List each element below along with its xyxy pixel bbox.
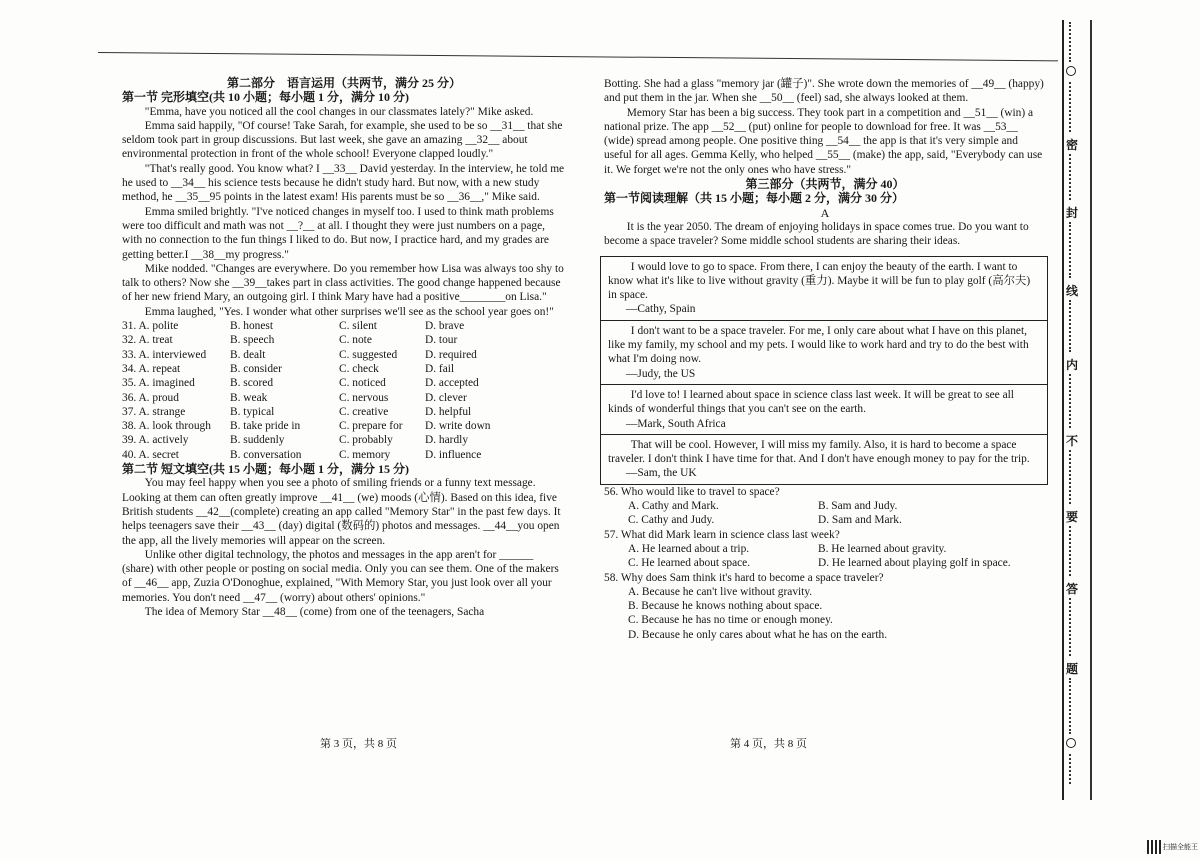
option-row: 31. A. polite B. honest C. silent D. brave: [122, 320, 465, 333]
binding-line: [1090, 20, 1092, 800]
dotted-line: [1069, 22, 1073, 62]
option-row: 37. A. strange B. typical C. creative D. helpful: [122, 405, 472, 418]
answer-option: A. Because he can't live without gravity.: [628, 585, 813, 598]
page-number-right: 第 4 页，共 8 页: [730, 738, 807, 750]
cloze-paragraph: Emma said happily, "Of course! Take Sarah, for example, she used to be so __31__ that she seldom took part in group discussions. But last week, she gave an amazing __32__ about environmental protection in front of the whole school! Everyone clapped loudly.": [122, 119, 563, 161]
opinion-box: [600, 435, 1048, 485]
seal-char: 不: [1066, 434, 1079, 448]
cloze-paragraph: Emma smiled brightly. "I've noticed changes in myself too. I used to think math problems were too difficult and math was not __?__ at all. I thought they were just numbers on a page, with no connection to the fun things I liked to do. But now, I practice hard, and my grades are getting better.I __38__my progress.": [122, 205, 554, 261]
binding-hole-icon: [1066, 66, 1076, 76]
fill-blank-paragraph: The idea of Memory Star __48__ (come) from one of the teenagers, Sacha: [144, 605, 485, 618]
answer-option: B. Because he knows nothing about space.: [628, 600, 823, 613]
answer-option: A. He learned about a trip.: [628, 542, 750, 555]
question-stem: 58. Why does Sam think it's hard to become a space traveler?: [604, 571, 884, 584]
cloze-paragraph: Mike nodded. "Changes are everywhere. Do you remember how Lisa was always too shy to talk to others? Now she __39__takes part in class activities. The good change happened because of her new friend Mary, an outgoing girl. I think Mary have had a positive________on Lisa.": [122, 262, 564, 304]
cloze-paragraph: "That's really good. You know what? I __33__ David yesterday. In the interview, he told me he used to __34__ his science tests because he didn't study hard. But now, with a new study method, he __35__95 points in the latest exam! His parents must be so __36__," Mike said.: [122, 162, 565, 204]
dotted-line: [1069, 598, 1073, 656]
dotted-line: [1069, 300, 1073, 352]
opinion-author: —Cathy, Spain: [626, 303, 696, 316]
dotted-line: [1069, 678, 1073, 734]
cloze-paragraph: "Emma, have you noticed all the cool changes in our classmates lately?" Mike asked.: [144, 105, 534, 118]
binding-line: [1062, 20, 1064, 800]
option-row: 39. A. actively B. suddenly C. probably D. hardly: [122, 434, 469, 447]
scanner-watermark: 扫描全能王: [1163, 843, 1198, 851]
answer-option: B. Sam and Judy.: [818, 500, 898, 513]
answer-option: D. He learned about playing golf in space.: [818, 557, 1011, 570]
binding-hole-icon: [1066, 738, 1076, 748]
opinion-text: I'd love to! I learned about space in science class last week. It will be great to see all kinds of wonderful things that you can't see on the earth.: [608, 388, 1014, 416]
reading-title: 第一节阅读理解（共 15 小题；每小题 2 分，满分 30 分）: [604, 191, 905, 206]
fill-blank-title: 第二节 短文填空(共 15 小题；每小题 1 分，满分 15 分): [122, 462, 409, 477]
dotted-line: [1069, 754, 1073, 784]
dotted-line: [1069, 450, 1073, 504]
dotted-line: [1069, 154, 1073, 200]
option-row: 35. A. imagined B. scored C. noticed D. accepted: [122, 377, 479, 390]
option-row: 32. A. treat B. speech C. note D. tour: [122, 334, 458, 347]
option-row: 34. A. repeat B. consider C. check D. fail: [122, 362, 455, 375]
section-title-part3: 第三部分（共两节，满分 40）: [745, 177, 905, 192]
opinion-text: I don't want to be a space traveler. For me, I only care about what I have on this planet, like my family, my school and my pets. I would like to work hard and try to do the best with what I'm doing now.: [608, 324, 1029, 366]
opinion-text: That will be cool. However, I will miss my family. Also, it is hard to become a space traveler. I don't think I have time for that. And I don't have enough money to pay for the trip.: [608, 438, 1030, 466]
section-title-part2: 第二部分 语言运用（共两节，满分 25 分）: [226, 76, 461, 90]
seal-char: 封: [1066, 206, 1079, 220]
fill-blank-paragraph: Memory Star has been a big success. They took part in a competition and __51__ (win) a national prize. The app __52__ (put) online for people to download for free. It was __53__ (wide) spread among people. One positive thing __54__ the app is that it's very simple and useful for all ages. Gemma Kelly, who helped __55__ (make) the app, said, "Everybody can use it. We forget we're not the only ones who have stress.": [604, 106, 1043, 176]
option-row: 36. A. proud B. weak C. nervous D. clever: [122, 391, 467, 404]
fill-blank-paragraph: Botting. She had a glass "memory jar (罐子)". She wrote down the memories of __49__ (happy) and put them in the jar. When she __50__ (feel) sad, she always looked at them.: [604, 78, 1044, 105]
answer-option: D. Sam and Mark.: [818, 514, 902, 527]
seal-char: 答: [1066, 582, 1079, 596]
seal-char: 密: [1066, 138, 1079, 152]
fill-blank-paragraph: You may feel happy when you see a photo of smiling friends or a funny text message. Looking at them can often greatly improve __41__ (we) moods (心情). Based on this idea, five British students __42__(complete) creating an app called "Memory Star" in the past few days. It helps teenagers save their __43__ (day) digital (数码的) photos and messages. __44__you open the app, all the lively memories will appear on the screen.: [122, 477, 561, 547]
question-56: [604, 485, 1046, 528]
qr-code-icon: [1147, 840, 1161, 854]
reading-intro: It is the year 2050. The dream of enjoying holidays in space comes true. Do you want to become a space traveler? Some middle school students are sharing their ideas.: [604, 220, 1029, 248]
page-number-left: 第 3 页，共 8 页: [320, 738, 397, 750]
left-column: [122, 76, 566, 619]
right-column: [604, 77, 1046, 642]
opinion-author: —Sam, the UK: [626, 467, 697, 480]
option-row: 38. A. look through B. take pride in C. prepare for D. write down: [122, 420, 491, 433]
answer-option: B. He learned about gravity.: [818, 542, 947, 555]
dotted-line: [1069, 374, 1073, 428]
opinion-box: [600, 256, 1048, 321]
answer-option: C. Because he has no time or enough money.: [628, 614, 833, 627]
cloze-paragraph: Emma laughed, "Yes. I wonder what other surprises we'll see as the school year goes on!": [144, 305, 554, 318]
opinion-author: —Judy, the US: [626, 367, 696, 380]
dotted-line: [1069, 222, 1073, 278]
fill-blank-paragraph: Unlike other digital technology, the photos and messages in the app aren't for ______ (share) with other people or posting on social media. Only you can see them. One of the makers of __46__ app, Zuzia O'Donoghue, explained, "With Memory Star, you just look over all your memories. You don't need __47__ (worry) about others' opinions.": [122, 548, 559, 604]
cloze-title: 第一节 完形填空(共 10 小题；每小题 1 分，满分 10 分): [122, 90, 409, 105]
opinion-box: [600, 321, 1048, 385]
top-rule: [98, 52, 1058, 61]
answer-option: A. Cathy and Mark.: [628, 500, 719, 513]
passage-letter: A: [820, 205, 830, 220]
question-stem: 57. What did Mark learn in science class last week?: [604, 528, 840, 541]
cloze-options: [122, 319, 566, 462]
dotted-line: [1069, 82, 1073, 132]
answer-option: C. He learned about space.: [628, 557, 751, 570]
seal-char: 内: [1066, 358, 1079, 372]
question-57: [604, 528, 1046, 571]
seal-char: 线: [1066, 284, 1079, 298]
opinion-box: [600, 385, 1048, 435]
option-row: 40. A. secret B. conversation C. memory D. influence: [122, 448, 482, 461]
dotted-line: [1069, 526, 1073, 576]
question-58: [604, 571, 1046, 642]
opinion-author: —Mark, South Africa: [626, 417, 726, 430]
option-row: 33. A. interviewed B. dealt C. suggested D. required: [122, 348, 477, 361]
seal-char: 题: [1066, 662, 1079, 676]
answer-option: D. Because he only cares about what he has on the earth.: [628, 628, 888, 641]
answer-option: C. Cathy and Judy.: [628, 514, 715, 527]
opinion-text: I would love to go to space. From there, I can enjoy the beauty of the earth. I want to know what it's like to live without gravity (重力). Maybe it will be fun to play golf (高尔夫) in space.: [608, 260, 1031, 302]
question-stem: 56. Who would like to travel to space?: [604, 485, 780, 498]
seal-char: 要: [1066, 510, 1079, 524]
